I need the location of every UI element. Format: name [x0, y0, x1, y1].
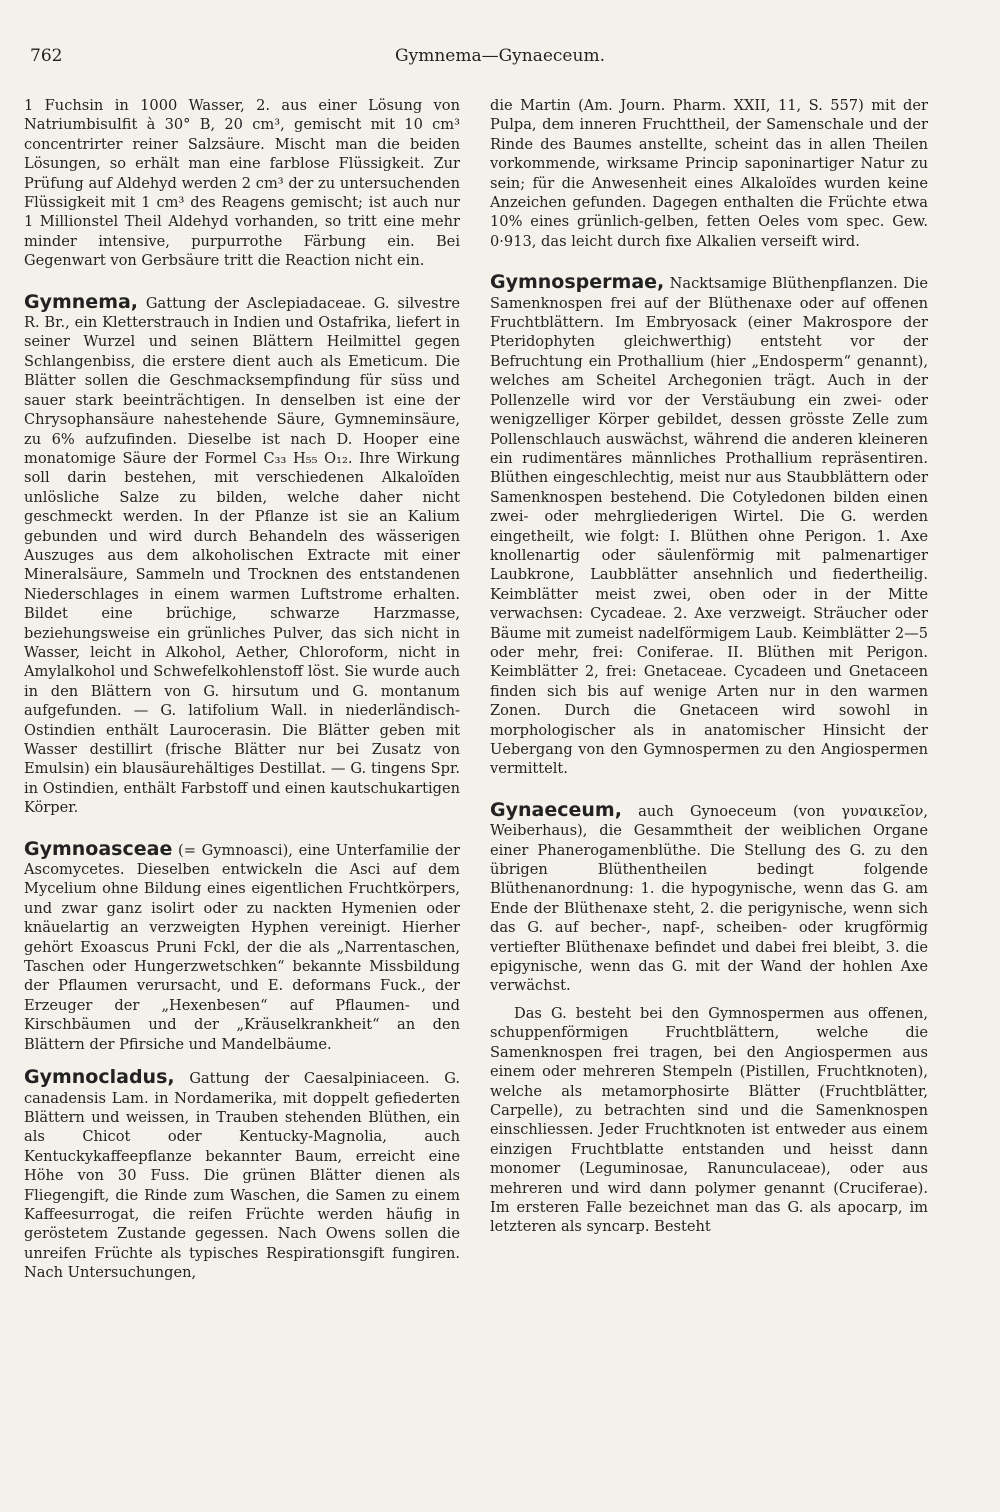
entry-text: Gattung der Caesalpiniaceen. G. canadensis Lam. in Nordamerika, mit doppelt gefiederten Blättern und weissen, in Trauben stehenden Blüthen, ein als Chicot oder Kentucky-Magnolia, auch Kentuckykaffeepflanze bekannter Baum, erreicht eine Höhe von 30 Fuss. Die grünen Blätter dienen als Fliegengift, die Rinde zum Waschen, die Samen zu einem Kaffeesurrogat, die reifen Früchte werden häufig in geröstetem Zustande gegessen. Nach Owens sollen die unreifen Früchte als typisches Respirationsgift fungiren. Nach Untersuchungen,	[24, 1070, 460, 1282]
entry-text: Gattung der Asclepiadaceae. G. silvestre R. Br., ein Kletterstrauch in Indien und Ostafrika, liefert in seiner Wurzel und seinen Blättern Heilmittel gegen Schlangenbiss, die erstere dient auch als Emeticum. Die Blätter sollen die Geschmacksempfindung für süss und sauer stark beeinträchtigen. In denselben ist eine der Chrysophansäure nahestehende Säure, Gymneminsäure, zu 6% aufzufinden. Dieselbe ist nach D. Hooper eine monatomige Säure der Formel C₃₃ H₅₅ O₁₂. Ihre Wirkung soll darin bestehen, mit verschiedenen Alkaloïden unlösliche Salze zu bilden, welche daher nicht geschmeckt werden. In der Pflanze ist sie an Kalium gebunden und wird durch Behandeln des wässerigen Auszuges aus dem alkoholischen Extracte mit einer Mineralsäure, Sammeln und Trocknen des entstandenen Niederschlages in einem warmen Luftstrome erhalten. Bildet eine brüchige, schwarze Harzmasse, beziehungsweise ein grünliches Pulver, das sich nicht in Wasser, leicht in Alkohol, Aether, Chloroform, nicht in Amylalkohol und Schwefelkohlenstoff löst. Sie wurde auch in den Blättern von G. hirsutum und G. montanum aufgefunden. — G. latifolium Wall. in niederländisch-Ostindien enthält Laurocerasin. Die Blätter geben mit Wasser destillirt (frische Blätter nur bei Zusatz von Emulsin) ein blausäurehältiges Destillat. — G. tingens Spr. in Ostindien, enthält Farbstoff und einen kautschukartigen Körper.	[24, 294, 460, 817]
entry-gynaeceum	[490, 798, 929, 996]
entry-gymnoasceae	[24, 837, 461, 1054]
gynaeceum-paragraph-2: Das G. besteht bei den Gymnospermen aus offenen, schuppenförmigen Fruchtblättern, welche die Samenknospen frei tragen, bei den Angiospermen aus einem oder mehreren Stempeln (Pistillen, Fruchtknoten), welche als metamorphosirte Blätter (Fruchtblätter, Carpelle), zu betrachten sind und die Samenknospen einschliessen. Jeder Fruchtknoten ist entweder aus einem einzigen Fruchtblatte entstanden und heisst dann monomer (Leguminosae, Ranunculaceae), oder aus mehreren und wird dann polymer genannt (Cruciferae). Im ersteren Falle bezeichnet man das G. als apocarp, im letzteren als syncarp. Besteht	[490, 1004, 928, 1236]
intro-paragraph: 1 Fuchsin in 1000 Wasser, 2. aus einer Lösung von Natriumbisulfit à 30° B, 20 cm³, gemischt mit 10 cm³ concentrirter reiner Salzsäure. Mischt man die beiden Lösungen, so erhält man eine farblose Flüssigkeit. Zur Prüfung auf Aldehyd werden 2 cm³ der zu untersuchenden Flüssigkeit mit 1 cm³ des Reagens gemischt; ist auch nur 1 Millionstel Theil Aldehyd vorhanden, so tritt eine mehr minder intensive, purpurrothe Färbung ein. Bei Gegenwart von Gerbsäure tritt die Reaction nicht ein.	[24, 97, 460, 270]
entry-text: Nacktsamige Blüthenpflanzen. Die Samenknospen frei auf der Blüthenaxe oder auf offenen Fruchtblättern. Im Embryosack (einer Makrospore der Pteridophyten gleichwerthig) entsteht vor der Befruchtung ein Prothallium (hier „Endosperm“ genannt), welches am Scheitel Archegonien trägt. Auch in der Pollenzelle wird vor der Verstäubung ein zwei- oder wenigzelliger Körper gebildet, dessen grösste Zelle zum Pollenschlauch auswächst, während die anderen kleineren ein rudimentäres männliches Prothallium repräsentiren. Blüthen eingeschlechtig, meist nur aus Staubblättern oder Samenknospen bestehend. Die Cotyledonen bilden einen zwei- oder mehrgliederigen Wirtel. Die G. werden eingetheilt, wie folgt: I. Blüthen ohne Perigon. 1. Axe knollenartig oder säulenförmig mit palmenartiger Laubkrone, Laubblätter ansehnlich und fiedertheilig. Keimblätter meist zwei, oben oder in der Mitte verwachsen: Cycadeae. 2. Axe verzweigt. Sträucher oder Bäume mit zumeist nadelförmigem Laub. Keimblätter 2—5 oder mehr, frei: Coniferae. II. Blüthen mit Perigon. Keimblätter 2, frei: Gnetaceae. Cycadeen und Gnetaceen finden sich bis auf wenige Arten nur in den warmen Zonen. Durch die Gnetaceen wird sowohl in morphologischer als in anatomischer Hinsicht der Uebergang von den Gymnospermen zu den Angiospermen vermittelt.	[490, 275, 929, 778]
entry-gymnocladus	[24, 1068, 460, 1282]
entry-heading: Gymnoasceae	[24, 837, 173, 860]
entry-heading: Gynaeceum,	[490, 798, 622, 821]
page-number: 762	[30, 46, 63, 66]
entry-gymnema	[24, 290, 460, 818]
left-column	[24, 96, 460, 1283]
entry-gymnospermae	[490, 273, 928, 779]
entry-heading: Gymnocladus,	[24, 1066, 175, 1089]
entry-heading: Gymnospermae,	[490, 271, 665, 294]
right-column	[490, 96, 928, 1237]
running-title: Gymnema—Gynaeceum.	[395, 46, 605, 66]
entry-heading: Gymnema,	[24, 290, 139, 313]
page-header	[30, 46, 970, 76]
entry-text: auch Gynoeceum (von γυναικεῖον, Weiberhaus), die Gesammtheit der weiblichen Organe einer Phanerogamenblüthe. Die Stellung des G. zu den übrigen Blüthentheilen bedingt folgende Blüthenanordnung: 1. die hypogynische, wenn das G. am Ende der Blüthenaxe steht, 2. die perigynische, wenn sich das G. auf becher-, napf-, scheiben- oder krugförmig vertiefter Blüthenaxe befindet und dabei frei bleibt, 3. die epigynische, wenn das G. mit der Wand der hohlen Axe verwächst.	[490, 802, 929, 995]
intro-paragraph: die Martin (Am. Journ. Pharm. XXII, 11, S. 557) mit der Pulpa, dem inneren Fruchttheil, der Samenschale und der Rinde des Baumes anstellte, scheint das in allen Theilen vorkommende, wirksame Princip saponinartiger Natur zu sein; für die Anwesenheit eines Alkaloïdes wurden keine Anzeichen gefunden. Dagegen enthalten die Früchte etwa 10% eines grünlich-gelben, fetten Oeles vom spec. Gew. 0·913, das leicht durch fixe Alkalien verseift wird.	[490, 97, 928, 250]
entry-text: (= Gymnoasci), eine Unterfamilie der Ascomycetes. Dieselben entwickeln die Asci auf dem Mycelium ohne Bildung eines eigentlichen Fruchtkörpers, und zwar ganz isolirt oder zu nackten Hymenien oder knäuelartig an verzweigten Hyphen vereinigt. Hierher gehört Exoascus Pruni Fckl, der die als „Narrentaschen, Taschen oder Hungerzwetschken“ bekannte Missbildung der Pflaumen verursacht, und E. deformans Fuck., der Erzeuger der „Hexenbesen“ auf Pflaumen- und Kirschbäumen und der „Kräuselkrankheit“ an den Blättern der Pfirsiche und Mandelbäume.	[24, 841, 461, 1053]
